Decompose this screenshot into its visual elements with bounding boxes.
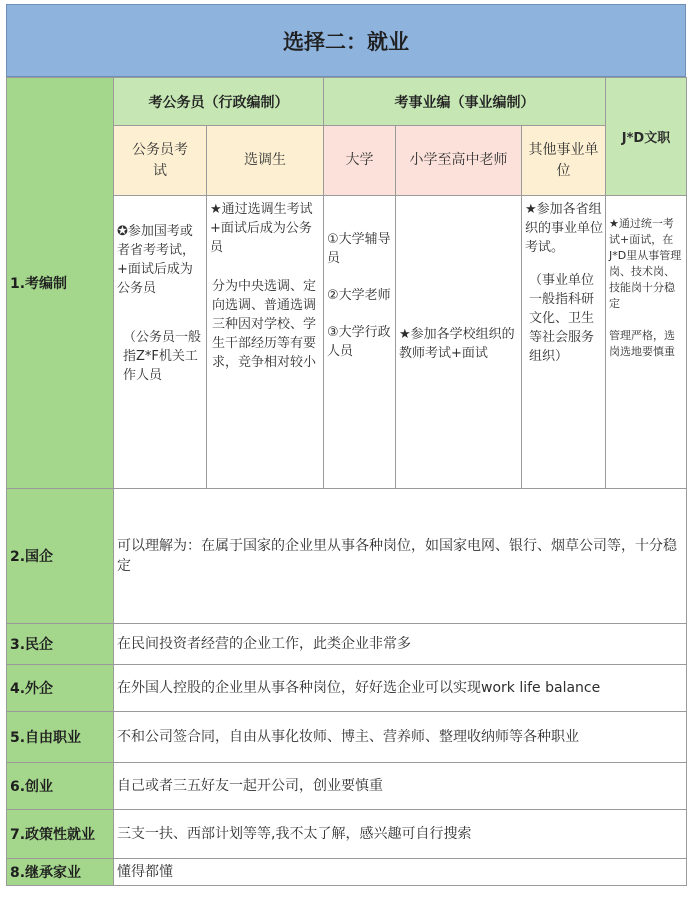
subheader-civil-exam-text: 公务员考试	[132, 141, 188, 179]
subheader-other-institution	[522, 126, 606, 196]
cell-private: 在民间投资者经营的企业工作，此类企业非常多	[114, 624, 687, 665]
row-header-foreign: 4.外企	[7, 665, 114, 712]
cell-school-teacher	[396, 196, 522, 489]
subheader-university: 大学	[324, 126, 396, 196]
civil-exam-note: （公务员一般指Z*F机关工作人员	[123, 330, 202, 383]
subheader-other-institution-text: 其他事业单位	[528, 141, 599, 179]
page-title: 选择二：就业	[6, 4, 686, 77]
row-header-civil-service: 1.考编制	[7, 78, 114, 489]
school-teacher-desc: ★参加各学校组织的教师考试+面试	[399, 327, 515, 361]
row-header-private: 3.民企	[7, 624, 114, 665]
subheader-school-teacher	[396, 126, 522, 196]
university-item-1: ①大学辅导员	[327, 232, 391, 266]
cell-university	[324, 196, 396, 489]
cell-foreign: 在外国人控股的企业里从事各种岗位，好好选企业可以实现work life balance	[114, 665, 687, 712]
employment-options-table	[6, 77, 687, 886]
cell-freelance: 不和公司签合同，自由从事化妆师、博主、营养师、整理收纳师等各种职业	[114, 712, 687, 763]
cell-selection	[207, 196, 324, 489]
university-item-3: ③大学行政人员	[327, 325, 391, 359]
other-institution-note: （事业单位一般指科研文化、卫生等社会服务组织）	[529, 273, 595, 364]
cell-other-institution	[522, 196, 606, 489]
jd-civilian-desc: ★通过统一考试+面试，在J*D里从事管理岗、技术岗、技能岗十分稳定	[609, 217, 682, 310]
group-header-civil-servant: 考公务员（行政编制）	[114, 78, 324, 126]
row-header-freelance: 5.自由职业	[7, 712, 114, 763]
cell-policy: 三支一扶、西部计划等等,我不太了解，感兴趣可自行搜索	[114, 810, 687, 859]
employment-table-sheet	[6, 4, 686, 899]
selection-detail: 分为中央选调、定向选调、普通选调三种因对学校、学生干部经历等有要求，竞争相对较小	[212, 279, 317, 370]
cell-jd-civilian	[606, 196, 687, 489]
group-header-jd-civilian: J*D文职	[606, 78, 687, 196]
row-header-family: 8.继承家业	[7, 859, 114, 886]
university-item-2: ②大学老师	[327, 288, 391, 303]
group-header-public-institution: 考事业编（事业编制）	[324, 78, 606, 126]
other-institution-desc: ★参加各省组织的事业单位考试。	[525, 202, 604, 255]
cell-state-owned: 可以理解为：在属于国家的企业里从事各种岗位，如国家电网、银行、烟草公司等，十分稳定	[114, 489, 687, 624]
selection-desc: ★通过选调生考试+面试后成为公务员	[210, 202, 313, 255]
row-header-state-owned: 2.国企	[7, 489, 114, 624]
subheader-civil-exam	[114, 126, 207, 196]
row-header-policy: 7.政策性就业	[7, 810, 114, 859]
civil-exam-desc: ✪参加国考或者省考考试，+面试后成为公务员	[117, 224, 196, 296]
subheader-school-teacher-text: 小学至高中老师	[409, 152, 508, 168]
cell-startup: 自己或者三五好友一起开公司，创业要慎重	[114, 763, 687, 810]
subheader-selection: 选调生	[207, 126, 324, 196]
jd-civilian-note: 管理严格，选岗选地要慎重	[609, 329, 675, 358]
row-header-startup: 6.创业	[7, 763, 114, 810]
cell-civil-exam	[114, 196, 207, 489]
cell-family: 懂得都懂	[114, 859, 687, 886]
